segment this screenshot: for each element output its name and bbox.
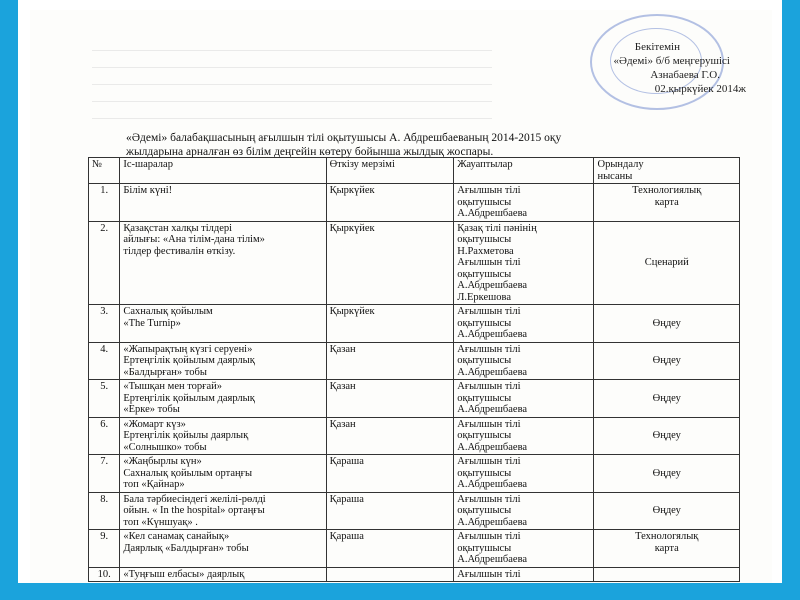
form-line [597,419,736,431]
event-line: «Балдырған» тобы [123,366,207,378]
table-row [89,530,740,568]
event-line: «Тышқан мен торғай» [123,381,223,392]
event-cell [120,492,326,530]
responsible-line: Ағылшын тілі [457,568,521,580]
responsible-line: оқытушысы [457,355,512,366]
responsible-cell [454,305,594,343]
form-line: карта [654,196,679,208]
responsible-line: Ағылшын тілі [457,418,521,430]
event-line: «The Turnip» [123,317,181,329]
header-form [594,158,740,184]
header-no: № [89,158,120,184]
approval-block [560,40,750,96]
responsible-line: Ағылшын тілі [457,493,521,505]
responsible-line: А.Абдрешбаева [457,516,528,528]
document-title [126,131,726,159]
title-line: «Әдемі» балабақшасының ағылшын тілі оқытушысы А. Абдрешбаеваның 2014-2015 оқу [126,132,562,144]
form-line [597,234,736,246]
responsible-line: Ағылшын тілі [457,531,521,542]
form-line [597,456,736,468]
title-line: жылдарына арналған өз білім деңгейін көтеру бойынша жылдық жоспары. [126,146,494,158]
table-row [89,221,740,305]
form-line: Өңдеу [652,467,681,479]
event-line: «Жомарт күз» [123,418,186,430]
event-cell [120,455,326,493]
form-line: Өңдеу [652,355,681,366]
time-cell: Қараша [326,530,454,568]
event-cell [120,380,326,418]
responsible-line: Ағылшын тілі [457,456,521,467]
right-blue-border [782,0,800,600]
event-line: «Ерке» тобы [123,404,180,415]
time-cell [326,567,454,582]
row-number: 3. [89,305,120,343]
row-number: 2. [89,221,120,305]
header-form-line: Орындалу [597,159,644,170]
table-row [89,305,740,343]
form-line: Өңдеу [652,505,681,516]
event-line: топ «Күншуақ» . [123,516,198,528]
event-line: «Кел санамақ санайық» [123,531,230,542]
form-cell [594,184,740,222]
form-cell [594,417,740,455]
form-line [597,223,736,235]
form-cell [594,455,740,493]
event-cell [120,417,326,455]
form-line: Технологиялық [632,185,702,196]
responsible-cell [454,342,594,380]
responsible-line: оқытушысы [457,430,512,441]
event-cell [120,342,326,380]
responsible-cell [454,567,594,582]
responsible-line: А.Абдрешбаева [457,366,528,378]
event-line: ойын. « In the hospital» ортаңғы [123,505,265,516]
responsible-cell [454,530,594,568]
header-form-line: нысаны [597,170,633,182]
responsible-line: Ағылшын тілі [457,381,521,392]
event-line: Сахналық қойылым ортаңғы [123,467,253,479]
responsible-line: А.Абдрешбаева [457,208,528,219]
responsible-cell [454,492,594,530]
event-line: Ертеңгілік қойылы даярлық [123,430,249,441]
time-cell: Қыркүйек [326,305,454,343]
responsible-line: оқытушысы [457,392,512,404]
row-number: 9. [89,530,120,568]
responsible-line: оқытушысы [457,196,512,208]
form-cell [594,342,740,380]
responsible-line: Ағылшын тілі [457,185,521,196]
responsible-line: оқытушысы [457,505,512,516]
time-cell: Қараша [326,492,454,530]
form-line: Сценарий [644,257,689,268]
responsible-cell [454,417,594,455]
responsible-line: Ағылшын тілі [457,343,521,355]
approval-line: Бекітемін [634,41,680,53]
responsible-line: оқытушысы [457,542,512,554]
event-line: Бала тәрбиесіндегі желілі-рөлді [123,493,266,505]
event-line: Даярлық «Балдырған» тобы [123,542,249,554]
event-cell [120,184,326,222]
responsible-cell [454,455,594,493]
form-cell [594,221,740,305]
responsible-line: А.Абдрешбаева [457,329,528,340]
responsible-cell [454,221,594,305]
table-row [89,492,740,530]
row-number: 4. [89,342,120,380]
header-time: Өткізу мерзімі [326,158,454,184]
responsible-cell [454,184,594,222]
form-cell [594,380,740,418]
form-line [597,344,736,356]
bottom-blue-border [0,583,800,600]
form-line [597,246,736,258]
row-number: 7. [89,455,120,493]
event-line: айлығы: «Ана тілім-дана тілім» [123,234,265,245]
table-row [89,455,740,493]
table-row [89,380,740,418]
responsible-line: А.Абдрешбаева [457,554,528,565]
responsible-line: оқытушысы [457,317,512,329]
form-cell [594,530,740,568]
table-row [89,417,740,455]
time-cell: Қазан [326,380,454,418]
event-line: Ертеңгілік қойылым даярлық [123,355,255,366]
form-line: карта [654,542,679,554]
time-cell: Қыркүйек [326,184,454,222]
event-line: тілдер фестивалін өткізу. [123,245,236,257]
approval-line: 02.қыркүйек 2014ж [654,83,746,95]
event-cell [120,530,326,568]
left-blue-border [0,0,18,600]
time-cell: Қыркүйек [326,221,454,305]
responsible-line: Н.Рахметова [457,245,514,257]
table-row [89,184,740,222]
responsible-line: А.Абдрешбаева [457,280,528,291]
responsible-line: Л.Еркешова [457,291,511,303]
form-line [597,494,736,506]
event-line: Ертеңгілік қойылым даярлық [123,392,255,404]
row-number: 8. [89,492,120,530]
approval-line: «Әдемі» б/б меңгерушісі [613,55,730,67]
form-line: Өңдеу [652,392,681,404]
event-line: «Жаңбырлы күн» [123,456,202,467]
responsible-line: А.Абдрешбаева [457,404,528,415]
header-responsible: Жауаптылар [454,158,594,184]
row-number: 6. [89,417,120,455]
form-line: Технологялық [635,531,699,542]
responsible-line: Ағылшын тілі [457,306,521,317]
form-line [597,306,736,318]
form-line: Өңдеу [652,317,681,329]
responsible-line: оқытушысы [457,234,512,245]
responsible-line: А.Абдрешбаева [457,479,528,490]
event-line: «Солнышко» тобы [123,441,207,453]
table-row [89,342,740,380]
responsible-line: А.Абдрешбаева [457,441,528,453]
event-line: топ «Қайнар» [123,479,185,490]
responsible-line: Қазақ тілі пәнінің [457,222,537,234]
approval-line: Азнабаева Г.О. [650,69,720,81]
row-number: 1. [89,184,120,222]
event-cell [120,567,326,582]
time-cell: Қараша [326,455,454,493]
responsible-cell [454,380,594,418]
event-line: «Туңғыш елбасы» даярлық [123,568,245,580]
form-cell [594,567,740,582]
row-number: 10. [89,567,120,582]
form-cell [594,492,740,530]
time-cell: Қазан [326,342,454,380]
event-line: Сахналық қойылым [123,306,213,317]
event-line: Білім күні! [123,185,173,196]
table-header-row [89,158,740,184]
event-cell [120,305,326,343]
event-cell [120,221,326,305]
responsible-line: Ағылшын тілі [457,257,521,268]
table-row [89,567,740,582]
form-line: Өңдеу [652,430,681,441]
plan-table [88,157,740,582]
bleed-through-table [92,38,492,120]
responsible-line: оқытушысы [457,268,512,280]
time-cell: Қазан [326,417,454,455]
row-number: 5. [89,380,120,418]
header-event: Іс-шаралар [120,158,326,184]
form-line [597,381,736,393]
form-line [597,569,736,581]
form-cell [594,305,740,343]
event-line: «Жапырақтың күзгі серуені» [123,343,253,355]
event-line: Қазақстан халқы тілдері [123,222,233,234]
responsible-line: оқытушысы [457,467,512,479]
